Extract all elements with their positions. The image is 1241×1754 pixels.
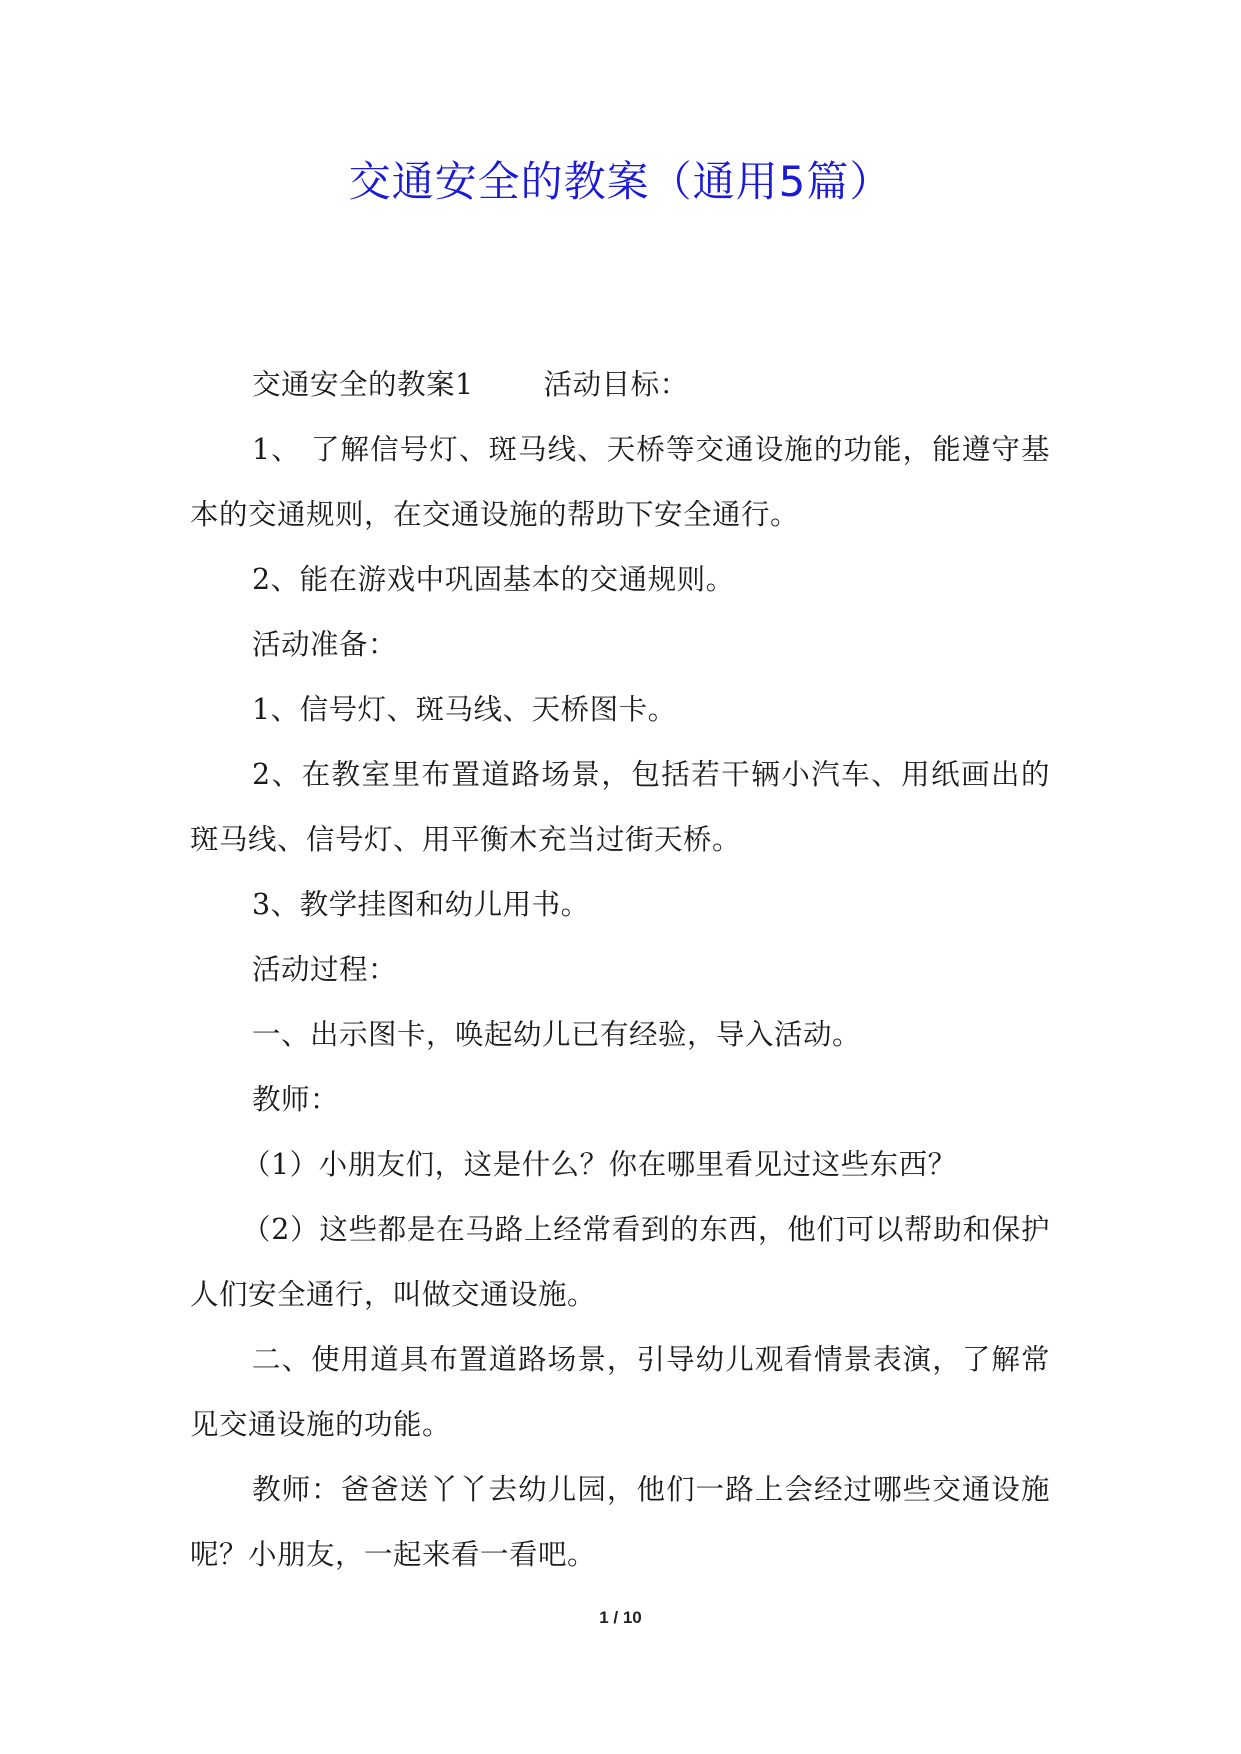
document-body <box>190 352 1050 1587</box>
paragraph-11: （2）这些都是在马路上经常看到的东西，他们可以帮助和保护人们安全通行，叫做交通设施。 <box>190 1213 1050 1311</box>
document-title: 交通安全的教案（通用5篇） <box>348 157 893 206</box>
paragraph-2: 2、能在游戏中巩固基本的交通规则。 <box>252 563 735 596</box>
paragraph-5: 2、在教室里布置道路场景，包括若干辆小汽车、用纸画出的斑马线、信号灯、用平衡木充当过街天桥。 <box>190 758 1050 856</box>
section-subheading: 活动目标： <box>543 368 689 401</box>
page-number: 1 / 10 <box>599 1608 642 1627</box>
paragraph-13: 教师：爸爸送丫丫去幼儿园，他们一路上会经过哪些交通设施呢？小朋友，一起来看一看吧。 <box>190 1473 1050 1571</box>
paragraph-4: 1、信号灯、斑马线、天桥图卡。 <box>252 693 677 726</box>
paragraph-6: 3、教学挂图和幼儿用书。 <box>252 888 590 921</box>
paragraph-9: 教师： <box>252 1083 340 1116</box>
paragraph-8: 一、出示图卡，唤起幼儿已有经验，导入活动。 <box>252 1018 862 1051</box>
paragraph-10: （1）小朋友们，这是什么？你在哪里看见过这些东西？ <box>242 1148 957 1181</box>
paragraph-3: 活动准备： <box>252 628 398 661</box>
paragraph-12: 二、使用道具布置道路场景，引导幼儿观看情景表演，了解常见交通设施的功能。 <box>190 1343 1050 1441</box>
section-heading: 交通安全的教案1 <box>252 368 474 401</box>
paragraph-1: 1、 了解信号灯、斑马线、天桥等交通设施的功能，能遵守基本的交通规则，在交通设施的帮助下安全通行。 <box>190 433 1050 531</box>
section-heading-line <box>190 352 1050 417</box>
paragraph-7: 活动过程： <box>252 953 398 986</box>
